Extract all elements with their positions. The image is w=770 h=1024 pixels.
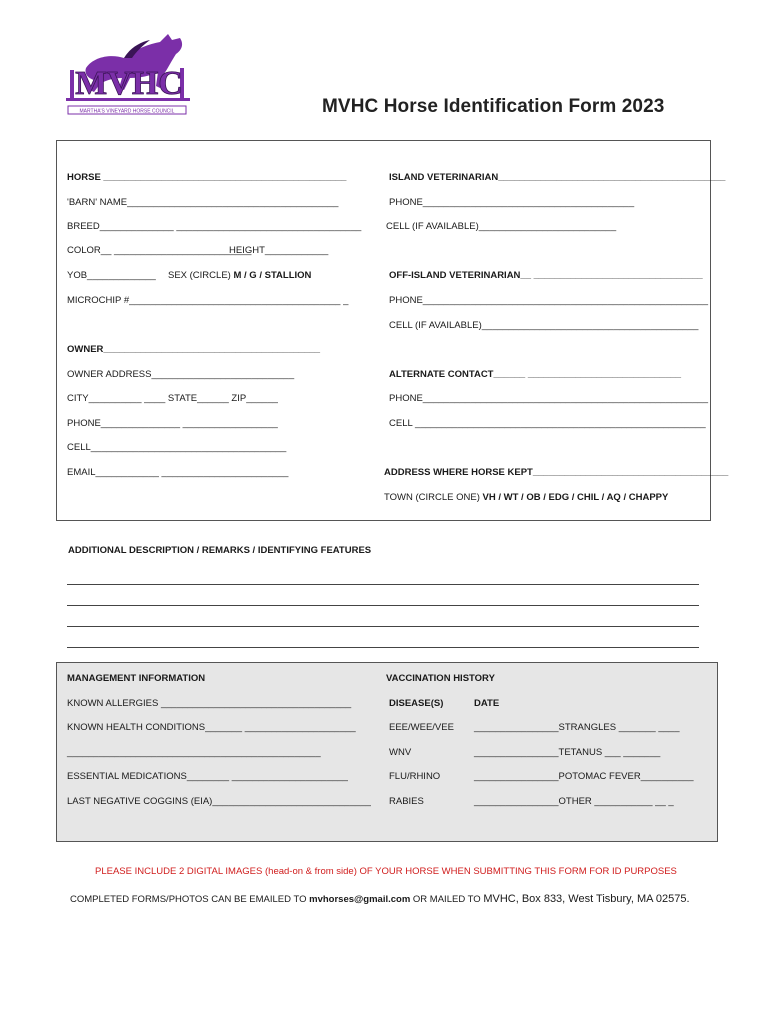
remarks-line[interactable] <box>67 647 699 648</box>
vaccine-other: __STRANGLES _______ ____ <box>547 722 680 733</box>
vaccine-date-field[interactable] <box>474 747 660 759</box>
alternate-cell-field[interactable]: CELL _______________________________________________________ <box>389 418 706 429</box>
contact-email-link[interactable]: mvhorses@gmail.com <box>309 894 411 905</box>
vaccine-other: __OTHER ___________ __ _ <box>547 796 674 807</box>
date-header: DATE <box>474 698 500 709</box>
vaccine-other: __TETANUS ___ _______ <box>547 747 661 758</box>
offisland-vet-cell-field[interactable]: CELL (IF AVAILABLE)_________________________________________ <box>389 320 699 331</box>
town-field[interactable] <box>384 492 668 504</box>
medications-field[interactable]: ESSENTIAL MEDICATIONS________ ______________________ <box>67 771 348 782</box>
color-field[interactable]: COLOR__ __________________________ <box>67 245 252 256</box>
remarks-line[interactable] <box>67 584 699 585</box>
offisland-vet-phone-field[interactable]: PHONE______________________________________________________ <box>389 295 709 306</box>
height-field[interactable]: HEIGHT____________ <box>229 245 329 256</box>
horse-field[interactable]: HORSE ______________________________________________ <box>67 172 347 183</box>
address-kept-field[interactable]: ADDRESS WHERE HORSE KEPT_____________________________________ <box>384 467 729 478</box>
owner-city-field[interactable]: CITY__________ ____ STATE______ ZIP______ <box>67 393 278 404</box>
management-title: MANAGEMENT INFORMATION <box>67 673 206 684</box>
island-vet-field[interactable]: ISLAND VETERINARIAN___________________________________________ <box>389 172 726 183</box>
photo-instructions: PLEASE INCLUDE 2 DIGITAL IMAGES (head-on & from side) OF YOUR HORSE WHEN SUBMITTING THIS FORM FOR ID PURPOSES <box>95 866 677 877</box>
mvhc-logo <box>64 28 194 128</box>
owner-address-field[interactable]: OWNER ADDRESS___________________________ <box>67 369 295 380</box>
vaccine-disease: RABIES <box>389 796 424 807</box>
yob-field[interactable]: YOB_____________ <box>67 270 156 281</box>
sex-options: M / G / STALLION <box>233 270 312 281</box>
vaccine-date-field[interactable] <box>474 796 674 808</box>
footer-middle: OR MAILED TO <box>410 894 484 905</box>
breed-field[interactable]: BREED______________ ___________________________________ <box>67 221 362 232</box>
logo-ring-text: MARTHA'S VINEYARD HORSE COUNCIL <box>79 108 175 115</box>
microchip-field[interactable]: MICROCHIP #________________________________________ _ <box>67 295 349 306</box>
remarks-line[interactable] <box>67 626 699 627</box>
vaccine-disease: EEE/WEE/VEE <box>389 722 454 733</box>
owner-email-field[interactable]: EMAIL____________ ________________________ <box>67 467 289 478</box>
vaccine-other: __POTOMAC FEVER__________ <box>547 771 694 782</box>
owner-field[interactable]: OWNER_________________________________________ <box>67 344 321 355</box>
submission-instructions <box>70 893 690 905</box>
vaccine-date: ______________ <box>474 722 548 733</box>
owner-cell-field[interactable]: CELL_____________________________________ <box>67 442 287 453</box>
allergies-field[interactable]: KNOWN ALLERGIES ____________________________________ <box>67 698 352 709</box>
form-title: MVHC Horse Identification Form 2023 <box>322 96 665 117</box>
health-conditions-field[interactable]: KNOWN HEALTH CONDITIONS_______ _____________________ <box>67 722 356 733</box>
offisland-vet-field[interactable]: OFF-ISLAND VETERINARIAN__ ________________________________ <box>389 270 703 281</box>
vaccine-date: ______________ <box>474 747 548 758</box>
vaccination-title: VACCINATION HISTORY <box>386 673 495 684</box>
alternate-phone-field[interactable]: PHONE______________________________________________________ <box>389 393 709 404</box>
vaccine-date-field[interactable] <box>474 722 679 734</box>
coggins-field[interactable]: LAST NEGATIVE COGGINS (EIA)______________________________ <box>67 796 371 807</box>
vaccine-disease: FLU/RHINO <box>389 771 441 782</box>
sex-field[interactable] <box>168 270 311 282</box>
vaccine-date: ______________ <box>474 771 548 782</box>
alternate-contact-field[interactable]: ALTERNATE CONTACT______ _____________________________ <box>389 369 682 380</box>
island-vet-cell-field[interactable]: CELL (IF AVAILABLE)__________________________ <box>386 221 617 232</box>
blank-line-field[interactable]: ________________________________________________ <box>67 747 321 758</box>
sex-prefix: SEX (CIRCLE) <box>168 270 234 281</box>
mailing-address: MVHC, Box 833, West Tisbury, MA 02575. <box>483 893 690 905</box>
footer-prefix: COMPLETED FORMS/PHOTOS CAN BE EMAILED TO <box>70 894 310 905</box>
remarks-title: ADDITIONAL DESCRIPTION / REMARKS / IDENTIFYING FEATURES <box>68 545 372 556</box>
vaccine-date-field[interactable] <box>474 771 694 783</box>
town-options: VH / WT / OB / EDG / CHIL / AQ / CHAPPY <box>482 492 669 503</box>
logo-letters: MVHC <box>75 65 183 102</box>
owner-phone-field[interactable]: PHONE_______________ __________________ <box>67 418 278 429</box>
island-vet-phone-field[interactable]: PHONE________________________________________ <box>389 197 635 208</box>
vaccine-date: ______________ <box>474 796 548 807</box>
vaccine-disease: WNV <box>389 747 412 758</box>
town-prefix: TOWN (CIRCLE ONE) <box>384 492 483 503</box>
horse-logo-icon <box>64 28 194 128</box>
disease-header: DISEASE(S) <box>389 698 444 709</box>
barn-name-field[interactable]: 'BARN' NAME________________________________________ <box>67 197 339 208</box>
remarks-line[interactable] <box>67 605 699 606</box>
